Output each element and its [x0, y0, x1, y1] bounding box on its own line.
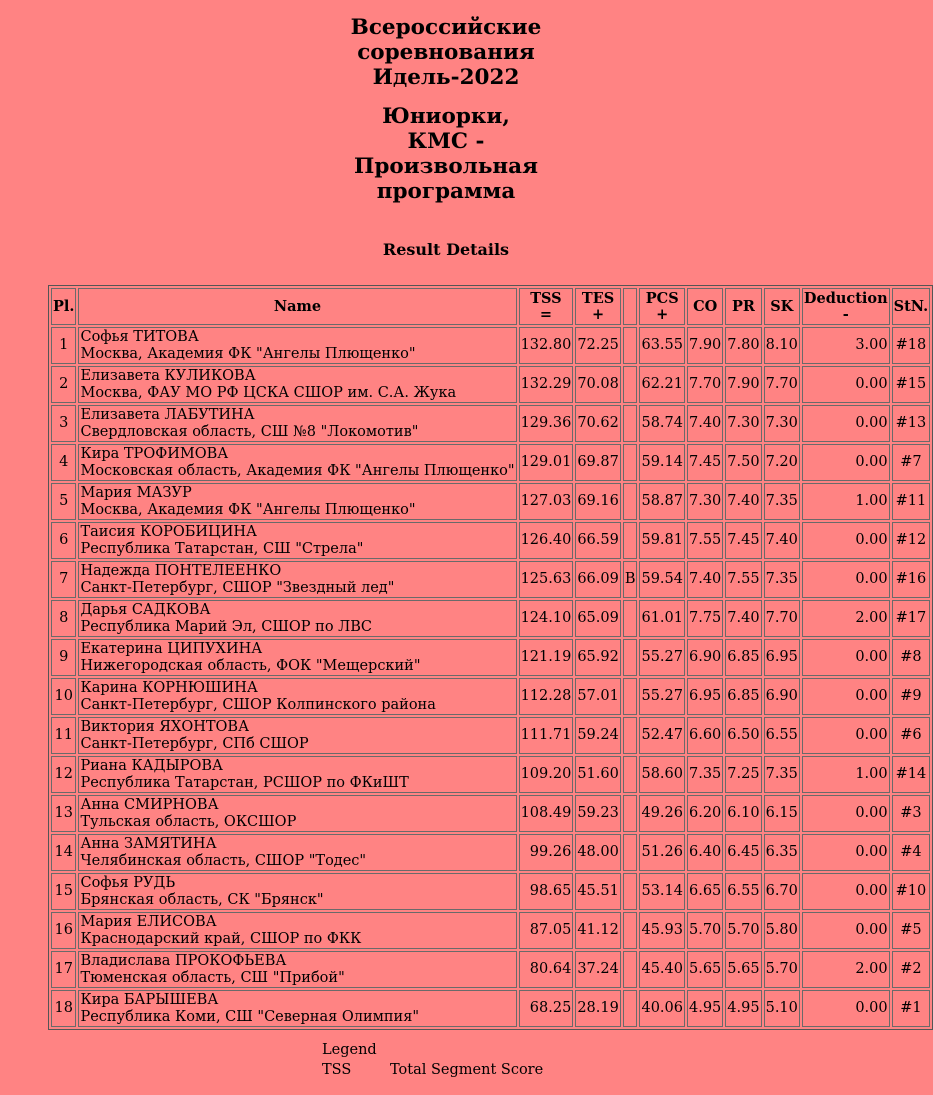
place-cell: 13 [51, 795, 76, 832]
skater-name: Таисия КОРОБИЦИНА [80, 523, 257, 540]
skater-name: Елизавета КУЛИКОВА [80, 367, 256, 384]
competitor-cell [78, 951, 516, 988]
place-cell: 18 [51, 990, 76, 1027]
tss-cell: 112.28 [519, 678, 574, 715]
co-cell: 7.75 [687, 600, 723, 637]
tes-cell: 51.60 [575, 756, 621, 793]
co-cell: 7.40 [687, 405, 723, 442]
pcs-cell: 58.74 [639, 405, 685, 442]
mark-cell [623, 756, 638, 793]
tss-cell: 121.19 [519, 639, 574, 676]
pr-cell: 7.45 [725, 522, 761, 559]
deduction-cell: 1.00 [802, 756, 890, 793]
results-body [51, 327, 930, 1027]
table-row [51, 717, 930, 754]
tes-cell: 69.16 [575, 483, 621, 520]
pr-cell: 5.65 [725, 951, 761, 988]
category-title-line: программа [376, 179, 516, 204]
sk-cell: 7.40 [764, 522, 800, 559]
pr-cell: 6.85 [725, 678, 761, 715]
category-title [0, 104, 892, 204]
skater-club: Свердловская область, СШ №8 "Локомотив" [80, 423, 419, 440]
sk-cell: 7.70 [764, 366, 800, 403]
place-cell: 5 [51, 483, 76, 520]
competitor-cell [78, 405, 516, 442]
starting-number-cell: #12 [892, 522, 931, 559]
table-row [51, 405, 930, 442]
deduction-cell: 0.00 [802, 561, 890, 598]
competitor-cell [78, 756, 516, 793]
legend-desc: Total Segment Score [390, 1062, 544, 1078]
pr-cell: 7.25 [725, 756, 761, 793]
mark-cell [623, 600, 638, 637]
deduction-cell: 0.00 [802, 873, 890, 910]
co-cell: 4.95 [687, 990, 723, 1027]
place-cell: 8 [51, 600, 76, 637]
table-row [51, 795, 930, 832]
mark-cell [623, 522, 638, 559]
tss-cell: 125.63 [519, 561, 574, 598]
col-header-tss: TSS = [519, 288, 574, 325]
table-row [51, 561, 930, 598]
table-row [51, 912, 930, 949]
sk-cell: 7.35 [764, 756, 800, 793]
pcs-cell: 55.27 [639, 678, 685, 715]
deduction-cell: 0.00 [802, 366, 890, 403]
starting-number-cell: #13 [892, 405, 931, 442]
deduction-cell: 0.00 [802, 834, 890, 871]
skater-name: Владислава ПРОКОФЬЕВА [80, 952, 287, 969]
event-title-line: соревнования [357, 40, 535, 65]
skater-club: Москва, ФАУ МО РФ ЦСКА СШОР им. С.А. Жука [80, 384, 457, 401]
starting-number-cell: #5 [892, 912, 931, 949]
mark-cell [623, 405, 638, 442]
col-header-pcs: PCS + [639, 288, 685, 325]
tes-cell: 59.23 [575, 795, 621, 832]
mark-cell [623, 483, 638, 520]
tes-cell: 41.12 [575, 912, 621, 949]
starting-number-cell: #9 [892, 678, 931, 715]
table-row [51, 756, 930, 793]
starting-number-cell: #10 [892, 873, 931, 910]
sk-cell: 7.30 [764, 405, 800, 442]
sk-cell: 6.15 [764, 795, 800, 832]
skater-club: Тюменская область, СШ "Прибой" [80, 969, 345, 986]
competitor-cell [78, 483, 516, 520]
col-header-tes: TES + [575, 288, 621, 325]
table-row [51, 639, 930, 676]
tes-cell: 37.24 [575, 951, 621, 988]
sk-cell: 7.35 [764, 483, 800, 520]
skater-name: Кира БАРЫШЕВА [80, 991, 219, 1008]
tes-cell: 65.92 [575, 639, 621, 676]
co-cell: 6.60 [687, 717, 723, 754]
sk-cell: 6.70 [764, 873, 800, 910]
starting-number-cell: #1 [892, 990, 931, 1027]
starting-number-cell: #14 [892, 756, 931, 793]
competitor-cell [78, 795, 516, 832]
tes-cell: 72.25 [575, 327, 621, 364]
tes-cell: 59.24 [575, 717, 621, 754]
place-cell: 11 [51, 717, 76, 754]
tes-cell: 48.00 [575, 834, 621, 871]
sk-cell: 8.10 [764, 327, 800, 364]
starting-number-cell: #15 [892, 366, 931, 403]
pcs-cell: 62.21 [639, 366, 685, 403]
pr-cell: 6.45 [725, 834, 761, 871]
pr-cell: 7.90 [725, 366, 761, 403]
skater-name: Риана КАДЫРОВА [80, 757, 223, 774]
skater-name: Елизавета ЛАБУТИНА [80, 406, 255, 423]
table-row [51, 522, 930, 559]
pcs-cell: 59.14 [639, 444, 685, 481]
mark-cell [623, 327, 638, 364]
col-header-mark [623, 288, 638, 325]
co-cell: 5.70 [687, 912, 723, 949]
competitor-cell [78, 873, 516, 910]
tes-cell: 45.51 [575, 873, 621, 910]
competitor-cell [78, 717, 516, 754]
competitor-cell [78, 366, 516, 403]
col-header-sk: SK [764, 288, 800, 325]
co-cell: 7.90 [687, 327, 723, 364]
page-header [0, 15, 892, 260]
pr-cell: 6.85 [725, 639, 761, 676]
tes-cell: 69.87 [575, 444, 621, 481]
deduction-cell: 0.00 [802, 444, 890, 481]
co-cell: 5.65 [687, 951, 723, 988]
skater-club: Республика Коми, СШ "Северная Олимпия" [80, 1008, 420, 1025]
mark-cell [623, 873, 638, 910]
pcs-cell: 52.47 [639, 717, 685, 754]
starting-number-cell: #18 [892, 327, 931, 364]
mark-cell [623, 834, 638, 871]
col-header-deduction: Deduction - [802, 288, 890, 325]
tss-cell: 99.26 [519, 834, 574, 871]
tes-cell: 57.01 [575, 678, 621, 715]
event-title [0, 15, 892, 90]
skater-name: Надежда ПОНТЕЛЕЕНКО [80, 562, 282, 579]
skater-club: Москва, Академия ФК "Ангелы Плющенко" [80, 345, 416, 362]
sk-cell: 6.90 [764, 678, 800, 715]
legend-abbr: TSS [322, 1062, 352, 1078]
table-row [51, 366, 930, 403]
pcs-cell: 45.93 [639, 912, 685, 949]
competitor-cell [78, 990, 516, 1027]
starting-number-cell: #2 [892, 951, 931, 988]
pr-cell: 7.40 [725, 483, 761, 520]
table-header-row [51, 288, 930, 325]
skater-name: Анна ЗАМЯТИНА [80, 835, 217, 852]
mark-cell [623, 795, 638, 832]
tes-cell: 65.09 [575, 600, 621, 637]
pcs-cell: 59.54 [639, 561, 685, 598]
pcs-cell: 63.55 [639, 327, 685, 364]
mark-cell [623, 366, 638, 403]
mark-cell [623, 717, 638, 754]
tss-cell: 132.29 [519, 366, 574, 403]
sk-cell: 5.80 [764, 912, 800, 949]
competitor-cell [78, 600, 516, 637]
skater-name: Софья ТИТОВА [80, 328, 199, 345]
sk-cell: 7.35 [764, 561, 800, 598]
skater-club: Челябинская область, СШОР "Тодес" [80, 852, 367, 869]
table-row [51, 990, 930, 1027]
tss-cell: 87.05 [519, 912, 574, 949]
tss-cell: 109.20 [519, 756, 574, 793]
skater-name: Карина КОРНЮШИНА [80, 679, 258, 696]
skater-name: Кира ТРОФИМОВА [80, 445, 229, 462]
co-cell: 6.90 [687, 639, 723, 676]
skater-name: Дарья САДКОВА [80, 601, 211, 618]
event-title-line: Всероссийские [350, 15, 542, 40]
tss-cell: 127.03 [519, 483, 574, 520]
tes-cell: 66.59 [575, 522, 621, 559]
pr-cell: 7.80 [725, 327, 761, 364]
competitor-cell [78, 639, 516, 676]
tes-cell: 70.08 [575, 366, 621, 403]
deduction-cell: 0.00 [802, 678, 890, 715]
results-table [48, 285, 933, 1030]
skater-name: Виктория ЯХОНТОВА [80, 718, 250, 735]
table-row [51, 951, 930, 988]
mark-cell [623, 444, 638, 481]
pcs-cell: 58.60 [639, 756, 685, 793]
tes-cell: 66.09 [575, 561, 621, 598]
table-row [51, 483, 930, 520]
pcs-cell: 45.40 [639, 951, 685, 988]
col-header-name: Name [78, 288, 516, 325]
competitor-cell [78, 444, 516, 481]
tss-cell: 126.40 [519, 522, 574, 559]
skater-club: Республика Татарстан, РСШОР по ФКиШТ [80, 774, 409, 791]
pr-cell: 7.50 [725, 444, 761, 481]
pr-cell: 7.55 [725, 561, 761, 598]
event-title-line: Идель-2022 [372, 65, 520, 90]
co-cell: 7.30 [687, 483, 723, 520]
starting-number-cell: #17 [892, 600, 931, 637]
skater-club: Санкт-Петербург, СШОР "Звездный лед" [80, 579, 395, 596]
category-title-line: КМС - [407, 129, 485, 154]
pr-cell: 6.55 [725, 873, 761, 910]
tes-cell: 28.19 [575, 990, 621, 1027]
sk-cell: 6.35 [764, 834, 800, 871]
place-cell: 16 [51, 912, 76, 949]
skater-club: Москва, Академия ФК "Ангелы Плющенко" [80, 501, 416, 518]
category-title-line: Произвольная [354, 154, 538, 179]
co-cell: 6.40 [687, 834, 723, 871]
mark-cell [623, 639, 638, 676]
starting-number-cell: #7 [892, 444, 931, 481]
tss-cell: 129.36 [519, 405, 574, 442]
pcs-cell: 61.01 [639, 600, 685, 637]
tss-cell: 98.65 [519, 873, 574, 910]
place-cell: 9 [51, 639, 76, 676]
place-cell: 14 [51, 834, 76, 871]
table-row [51, 327, 930, 364]
legend-item [322, 1060, 543, 1080]
col-header-starting-number: StN. [892, 288, 931, 325]
starting-number-cell: #4 [892, 834, 931, 871]
place-cell: 1 [51, 327, 76, 364]
pcs-cell: 51.26 [639, 834, 685, 871]
tss-cell: 124.10 [519, 600, 574, 637]
pcs-cell: 55.27 [639, 639, 685, 676]
deduction-cell: 0.00 [802, 405, 890, 442]
table-row [51, 678, 930, 715]
legend [322, 1040, 543, 1080]
deduction-cell: 3.00 [802, 327, 890, 364]
pr-cell: 6.50 [725, 717, 761, 754]
competitor-cell [78, 327, 516, 364]
tss-cell: 132.80 [519, 327, 574, 364]
co-cell: 7.45 [687, 444, 723, 481]
pr-cell: 5.70 [725, 912, 761, 949]
deduction-cell: 2.00 [802, 951, 890, 988]
tss-cell: 80.64 [519, 951, 574, 988]
table-row [51, 873, 930, 910]
skater-club: Нижегородская область, ФОК "Мещерский" [80, 657, 421, 674]
co-cell: 6.95 [687, 678, 723, 715]
pcs-cell: 58.87 [639, 483, 685, 520]
deduction-cell: 1.00 [802, 483, 890, 520]
place-cell: 15 [51, 873, 76, 910]
pcs-cell: 53.14 [639, 873, 685, 910]
skater-club: Краснодарский край, СШОР по ФКК [80, 930, 362, 947]
place-cell: 7 [51, 561, 76, 598]
mark-cell: B [623, 561, 638, 598]
place-cell: 10 [51, 678, 76, 715]
deduction-cell: 0.00 [802, 522, 890, 559]
skater-name: Софья РУДЬ [80, 874, 176, 891]
skater-name: Екатерина ЦИПУХИНА [80, 640, 263, 657]
co-cell: 7.70 [687, 366, 723, 403]
co-cell: 7.55 [687, 522, 723, 559]
deduction-cell: 0.00 [802, 795, 890, 832]
deduction-cell: 0.00 [802, 639, 890, 676]
co-cell: 7.35 [687, 756, 723, 793]
col-header-co: CO [687, 288, 723, 325]
starting-number-cell: #16 [892, 561, 931, 598]
skater-club: Брянская область, СК "Брянск" [80, 891, 324, 908]
place-cell: 6 [51, 522, 76, 559]
mark-cell [623, 912, 638, 949]
pr-cell: 7.30 [725, 405, 761, 442]
pcs-cell: 49.26 [639, 795, 685, 832]
starting-number-cell: #8 [892, 639, 931, 676]
mark-cell [623, 951, 638, 988]
mark-cell [623, 990, 638, 1027]
co-cell: 7.40 [687, 561, 723, 598]
sk-cell: 6.55 [764, 717, 800, 754]
place-cell: 12 [51, 756, 76, 793]
col-header-pr: PR [725, 288, 761, 325]
sk-cell: 5.10 [764, 990, 800, 1027]
table-row [51, 600, 930, 637]
skater-club: Республика Татарстан, СШ "Стрела" [80, 540, 364, 557]
sk-cell: 6.95 [764, 639, 800, 676]
pcs-cell: 40.06 [639, 990, 685, 1027]
pr-cell: 4.95 [725, 990, 761, 1027]
place-cell: 3 [51, 405, 76, 442]
tes-cell: 70.62 [575, 405, 621, 442]
skater-club: Тульская область, ОКСШОР [80, 813, 297, 830]
pr-cell: 7.40 [725, 600, 761, 637]
skater-name: Мария ЕЛИСОВА [80, 913, 217, 930]
tss-cell: 68.25 [519, 990, 574, 1027]
competitor-cell [78, 912, 516, 949]
competitor-cell [78, 522, 516, 559]
skater-club: Санкт-Петербург, СПб СШОР [80, 735, 309, 752]
mark-cell [623, 678, 638, 715]
pcs-cell: 59.81 [639, 522, 685, 559]
deduction-cell: 0.00 [802, 990, 890, 1027]
table-row [51, 834, 930, 871]
pr-cell: 6.10 [725, 795, 761, 832]
skater-club: Республика Марий Эл, СШОР по ЛВС [80, 618, 373, 635]
skater-club: Московская область, Академия ФК "Ангелы Плющенко" [80, 462, 515, 479]
starting-number-cell: #6 [892, 717, 931, 754]
starting-number-cell: #3 [892, 795, 931, 832]
place-cell: 2 [51, 366, 76, 403]
starting-number-cell: #11 [892, 483, 931, 520]
section-title: Result Details [382, 240, 510, 259]
competitor-cell [78, 561, 516, 598]
sk-cell: 7.20 [764, 444, 800, 481]
deduction-cell: 2.00 [802, 600, 890, 637]
sk-cell: 5.70 [764, 951, 800, 988]
tss-cell: 108.49 [519, 795, 574, 832]
col-header-place: Pl. [51, 288, 76, 325]
place-cell: 4 [51, 444, 76, 481]
tss-cell: 129.01 [519, 444, 574, 481]
skater-club: Санкт-Петербург, СШОР Колпинского района [80, 696, 436, 713]
co-cell: 6.65 [687, 873, 723, 910]
legend-title: Legend [322, 1042, 377, 1058]
co-cell: 6.20 [687, 795, 723, 832]
category-title-line: Юниорки, [382, 104, 510, 129]
skater-name: Анна СМИРНОВА [80, 796, 219, 813]
deduction-cell: 0.00 [802, 717, 890, 754]
sk-cell: 7.70 [764, 600, 800, 637]
skater-name: Мария МАЗУР [80, 484, 192, 501]
competitor-cell [78, 834, 516, 871]
place-cell: 17 [51, 951, 76, 988]
competitor-cell [78, 678, 516, 715]
table-row [51, 444, 930, 481]
tss-cell: 111.71 [519, 717, 574, 754]
deduction-cell: 0.00 [802, 912, 890, 949]
